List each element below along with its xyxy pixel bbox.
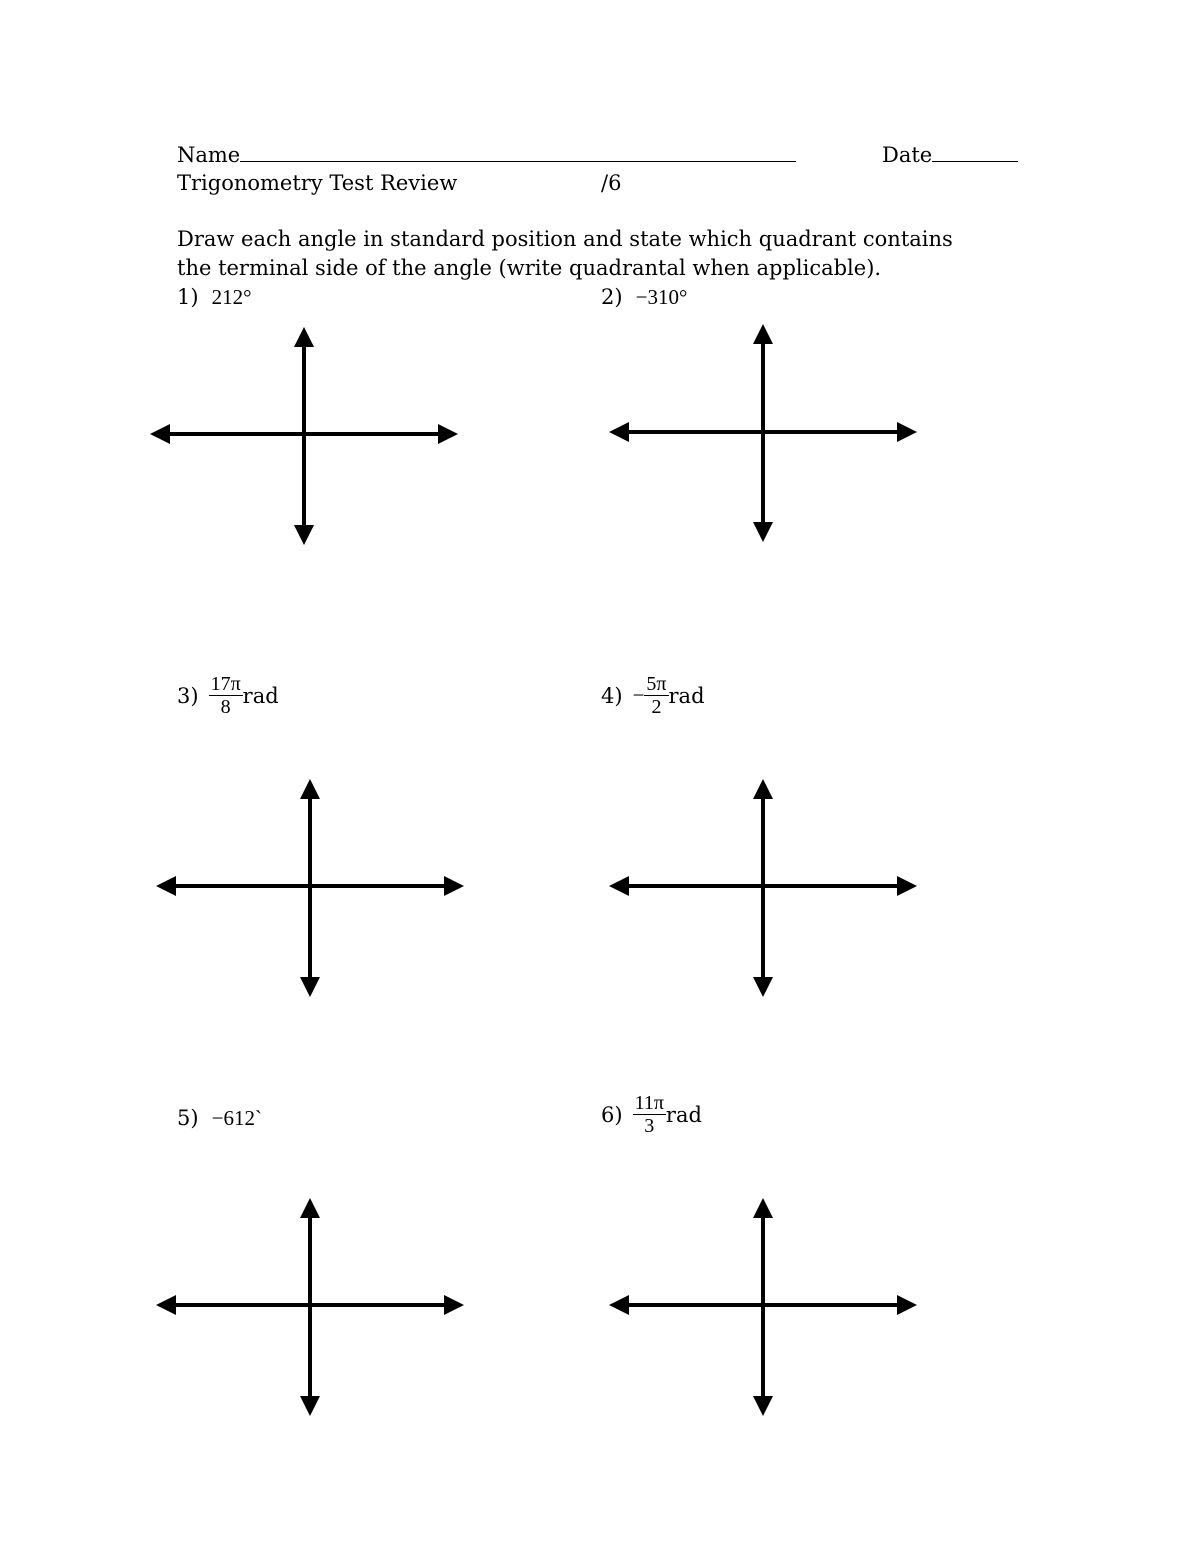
score-total: /6 — [601, 171, 622, 195]
axes-problem-4[interactable] — [619, 789, 907, 987]
problem-3-denominator: 8 — [220, 696, 231, 718]
axes-problem-5[interactable] — [166, 1208, 454, 1406]
problem-2-angle: −310° — [635, 285, 688, 309]
problem-4-numerator: 5π — [646, 673, 667, 695]
test-title: Trigonometry Test Review — [177, 171, 458, 195]
problem-2-number: 2) — [601, 285, 623, 309]
problem-4-number: 4) — [601, 683, 623, 708]
problem-4-unit: rad — [668, 683, 705, 708]
problem-3-number: 3) — [177, 683, 199, 708]
problem-3-unit: rad — [242, 683, 279, 708]
problem-6-denominator: 3 — [644, 1115, 655, 1137]
problem-5-angle: −612` — [211, 1106, 262, 1130]
problem-5-number: 5) — [177, 1106, 199, 1130]
axes-problem-1[interactable] — [160, 337, 448, 535]
problem-4-sign: − — [632, 683, 645, 707]
axes-problem-3[interactable] — [166, 789, 454, 987]
problem-3-numerator: 17π — [210, 673, 241, 695]
problem-1-angle: 212° — [211, 285, 252, 309]
problem-4-denominator: 2 — [651, 696, 662, 718]
problem-6-number: 6) — [601, 1102, 623, 1127]
date-label: Date — [882, 143, 933, 167]
problem-6-unit: rad — [665, 1102, 702, 1127]
problem-1-number: 1) — [177, 285, 199, 309]
axes-problem-2[interactable] — [619, 334, 907, 532]
problem-6-numerator: 11π — [634, 1092, 664, 1114]
axes-problem-6[interactable] — [619, 1208, 907, 1406]
name-label: Name — [177, 143, 241, 167]
instructions-text: Draw each angle in standard position and state which quadrant contains the terminal side of the angle (write quadrantal when applicable). — [177, 227, 953, 280]
